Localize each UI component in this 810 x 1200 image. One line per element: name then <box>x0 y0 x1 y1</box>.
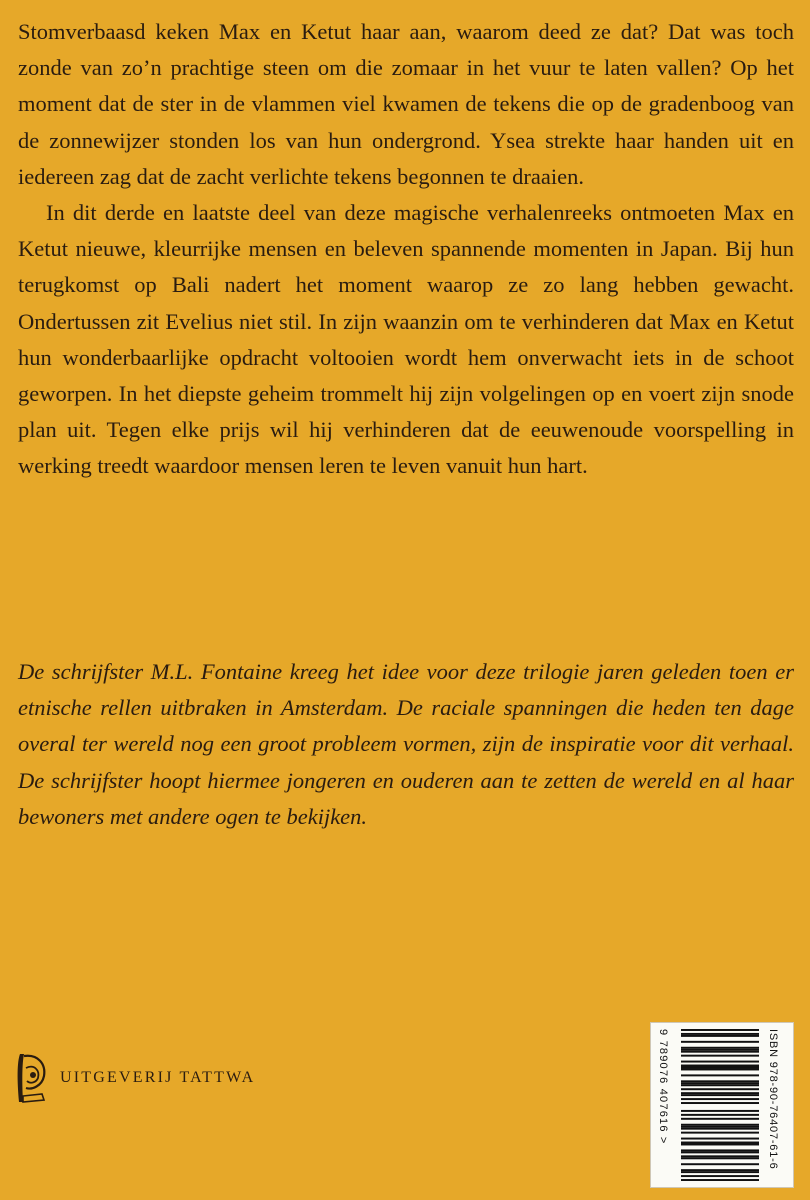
barcode-bar <box>681 1035 759 1037</box>
isbn-label: ISBN 978-90-76407-61-6 <box>767 1029 779 1170</box>
blurb-paragraph-1: Stomverbaasd keken Max en Ketut haar aan, waarom deed ze dat? Dat was toch zonde van zo’n prachtige steen om die zomaar in het vuur te laten vallen? Op het moment dat de ster in de vlammen viel kwamen de tekens die op de gradenboog van de zonnewijzer stonden los van hun ondergrond. Ysea strekte haar handen uit en iedereen zag dat de zacht verlichte tekens begonnen te draaien. <box>18 19 794 189</box>
barcode-bar <box>681 1051 759 1053</box>
barcode-bar <box>681 1128 759 1130</box>
barcode-bar <box>681 1029 759 1031</box>
barcode-bar <box>681 1049 759 1051</box>
barcode-bar <box>681 1041 759 1043</box>
barcode-digits: 9 789076 407616 > <box>657 1029 669 1145</box>
barcode-bar <box>681 1126 759 1128</box>
blurb <box>18 14 794 485</box>
barcode-bar <box>681 1114 759 1116</box>
barcode-bar <box>681 1169 759 1171</box>
barcode-bar <box>681 1163 759 1165</box>
barcode-bar <box>681 1143 759 1145</box>
barcode-bar <box>681 1175 759 1177</box>
barcode-bar <box>681 1098 759 1100</box>
barcode-bar <box>681 1068 759 1070</box>
barcode-bar <box>681 1067 759 1069</box>
tattwa-logo-icon <box>14 1050 50 1106</box>
isbn-barcode <box>650 1022 794 1188</box>
barcode-bar <box>681 1157 759 1159</box>
barcode-bar <box>681 1118 759 1120</box>
barcode-bar <box>681 1065 759 1067</box>
barcode-bar <box>681 1171 759 1173</box>
barcode-bar <box>681 1088 759 1090</box>
blurb-paragraph-2: In dit derde en laatste deel van deze magische verhalenreeks ontmoeten Max en Ketut nieuwe, kleurrijke mensen en beleven spannende momenten in Japan. Bij hun terugkomst op Bali nadert het moment waarop ze zo lang hebben gewacht. Ondertussen zit Evelius niet stil. In zijn waanzin om te verhinderen dat Max en Ketut hun wonderbaarlijke opdracht voltooien wordt hem onverwacht iets in de schoot geworpen. In het diepste geheim trommelt hij zijn volgelingen op en voert zijn snode plan uit. Tegen elke prijs wil hij verhinderen dat de eeuwenoude voorspelling in werking treedt waardoor mensen leren te leven vanuit hun hart. <box>18 200 794 479</box>
barcode-bars <box>681 1029 759 1181</box>
barcode-bar <box>681 1132 759 1134</box>
barcode-bar <box>681 1074 759 1076</box>
barcode-bar <box>681 1047 759 1049</box>
barcode-bar <box>681 1138 759 1140</box>
barcode-bar <box>681 1142 759 1144</box>
barcode-bar <box>681 1092 759 1094</box>
barcode-bar <box>681 1082 759 1084</box>
barcode-bar <box>681 1080 759 1082</box>
barcode-bar <box>681 1055 759 1057</box>
barcode-bar <box>681 1151 759 1153</box>
about-author-text: De schrijfster M.L. Fontaine kreeg het idee voor deze trilogie jaren geleden toen er etnische rellen uitbraken in Amsterdam. De raciale spanningen die heden ten dage overal ter wereld nog een groot probleem vormen, zijn de inspiratie voor dit verhaal. De schrijfster hoopt hiermee jongeren en ouderen aan te zetten de wereld en al haar bewoners met andere ogen te bekijken. <box>18 659 794 829</box>
barcode-bar <box>681 1084 759 1086</box>
barcode-bar <box>681 1102 759 1104</box>
publisher-imprint <box>14 1050 255 1106</box>
barcode-bar <box>681 1155 759 1157</box>
publisher-name: UITGEVERIJ TATTWA <box>60 1069 256 1086</box>
barcode-bar <box>681 1033 759 1035</box>
barcode-bar <box>681 1110 759 1112</box>
barcode-bar <box>681 1094 759 1096</box>
barcode-bar <box>681 1061 759 1063</box>
barcode-bar <box>681 1149 759 1151</box>
barcode-bar <box>681 1179 759 1181</box>
barcode-bar <box>681 1124 759 1126</box>
